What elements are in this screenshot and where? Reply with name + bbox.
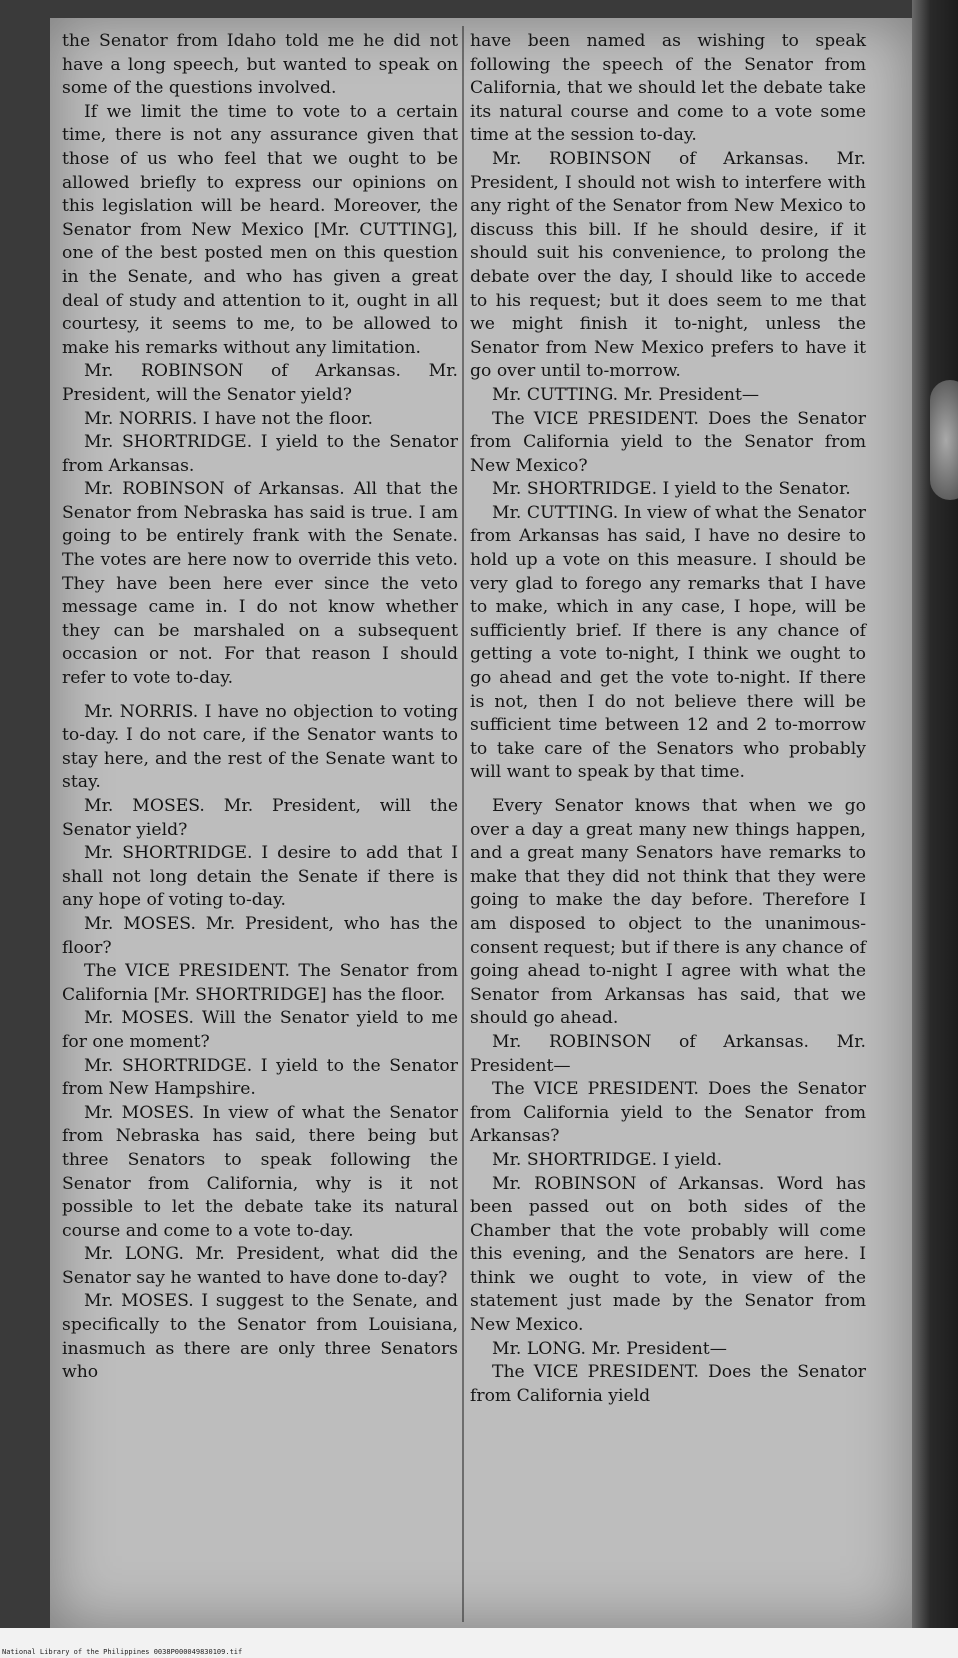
newspaper-clipping xyxy=(50,18,912,1628)
paragraph: Mr. MOSES. Will the Senator yield to me for one moment? xyxy=(62,1008,458,1052)
archive-footer: National Library of the Philippines 0038P000049830109.tif xyxy=(2,1648,243,1656)
paragraph: Mr. MOSES. I suggest to the Senate, and specifically to the Senator from Louisiana, inasmuch as there are only three Senators who xyxy=(62,1291,458,1383)
paragraph: Mr. SHORTRIDGE. I yield to the Senator from New Hampshire. xyxy=(62,1055,458,1100)
paragraph: Mr. ROBINSON of Arkansas. All that the Senator from Nebraska has said is true. I am going to be entirely frank with the Senate. The votes are here now to override this veto. They have been here ever since the veto message came in. I do not know whether they can be marshaled on a subsequent occasion or not. For that reason I should refer to vote to-day. xyxy=(62,479,458,689)
footer-strip xyxy=(0,1628,958,1658)
scanner-thumb xyxy=(930,380,958,500)
paragraph: Mr. SHORTRIDGE. I yield to the Senator from Arkansas. xyxy=(62,432,458,476)
paragraph: The VICE PRESIDENT. Does the Senator from California yield to the Senator from Arkansas? xyxy=(470,1079,866,1147)
paragraph: Mr. ROBINSON of Arkansas. Mr. President, will the Senator yield? xyxy=(62,361,458,405)
paragraph: Mr. ROBINSON of Arkansas. Mr. President— xyxy=(470,1031,866,1076)
paragraph: Mr. ROBINSON of Arkansas. Mr. President, I should not wish to interfere with any right of the Senator from New Mexico to discuss this bill. If he should desire, if it should suit his convenience, to prolong the debate over the day, I should like to accede to his request; but it does seem to me that we might finish it to-night, unless the Senator from New Mexico prefers to have it go over until to-morrow. xyxy=(470,148,866,382)
paragraph: Mr. ROBINSON of Arkansas. Word has been passed out on both sides of the Chamber that the vote probably will come this evening, and the Senators are here. I think we ought to vote, in view of the statement just made by the Senator from New Mexico. xyxy=(470,1173,866,1336)
paragraph: Mr. NORRIS. I have no objection to voting to-day. I do not care, if the Senator wants to stay here, and the rest of the Senate want to stay. xyxy=(62,701,458,793)
paragraph: Mr. NORRIS. I have not the floor. xyxy=(84,408,374,429)
paragraph: Mr. SHORTRIDGE. I desire to add that I shall not long detain the Senate if there is any hope of voting to-day. xyxy=(62,843,458,911)
paragraph: Mr. SHORTRIDGE. I yield. xyxy=(492,1149,723,1170)
paragraph: If we limit the time to vote to a certain time, there is not any assurance given that those of us who feel that we ought to be allowed briefly to express our opinions on this legislation will be heard. Moreover, the Senator from New Mexico [Mr. CUTTING], one of the best posted men on this question in the Senate, and who has given a great deal of study and attention to it, ought in all courtesy, it seems to me, to be allowed to make his remarks without any limitation. xyxy=(62,101,458,358)
right-column xyxy=(470,30,866,1408)
paragraph: Mr. SHORTRIDGE. I yield to the Senator. xyxy=(492,479,851,500)
paragraph: The VICE PRESIDENT. The Senator from California [Mr. SHORTRIDGE] has the floor. xyxy=(62,961,458,1005)
paragraph: Mr. MOSES. Mr. President, who has the floor? xyxy=(62,913,458,958)
paragraph: Mr. MOSES. In view of what the Senator from Nebraska has said, there being but three Senators to speak following the Senator from California, why is it not possible to let the debate take its natural course and come to a vote to-day. xyxy=(62,1102,458,1241)
paragraph: Mr. CUTTING. Mr. President— xyxy=(492,384,760,405)
paragraph: have been named as wishing to speak following the speech of the Senator from California, that we should let the debate take its natural course and come to a vote some time at the session to-day. xyxy=(470,31,866,146)
paragraph: Mr. LONG. Mr. President, what did the Senator say he wanted to have done to-day? xyxy=(62,1244,458,1288)
paragraph: The VICE PRESIDENT. Does the Senator from California yield xyxy=(470,1362,866,1406)
paragraph: Mr. CUTTING. In view of what the Senator from Arkansas has said, I have no desire to hold up a vote on this measure. I should be very glad to forego any remarks that I have to make, which in any case, I hope, will be sufficiently brief. If there is any chance of getting a vote to-night, I think we ought to go ahead and get the vote to-night. If there is not, then I do not believe there will be sufficient time between 12 and 2 to-morrow to take care of the Senators who probably will want to speak by that time. xyxy=(470,502,866,783)
paragraph: Mr. MOSES. Mr. President, will the Senator yield? xyxy=(62,796,458,840)
paragraph: The VICE PRESIDENT. Does the Senator from California yield to the Senator from New Mexico? xyxy=(470,408,866,476)
paragraph: the Senator from Idaho told me he did not have a long speech, but wanted to speak on some of the questions involved. xyxy=(62,31,458,99)
left-column xyxy=(62,30,458,1385)
scan-edge xyxy=(912,0,958,1658)
column-rule xyxy=(462,26,464,1622)
paragraph: Mr. LONG. Mr. President— xyxy=(492,1338,727,1359)
paragraph: Every Senator knows that when we go over a day a great many new things happen, and a great many Senators have remarks to make that they did not think that they were going to make the day before. Therefore I am disposed to object to the unanimous-consent request; but if there is any chance of going ahead to-night I agree with what the Senator from Arkansas has said, that we should go ahead. xyxy=(470,796,866,1029)
